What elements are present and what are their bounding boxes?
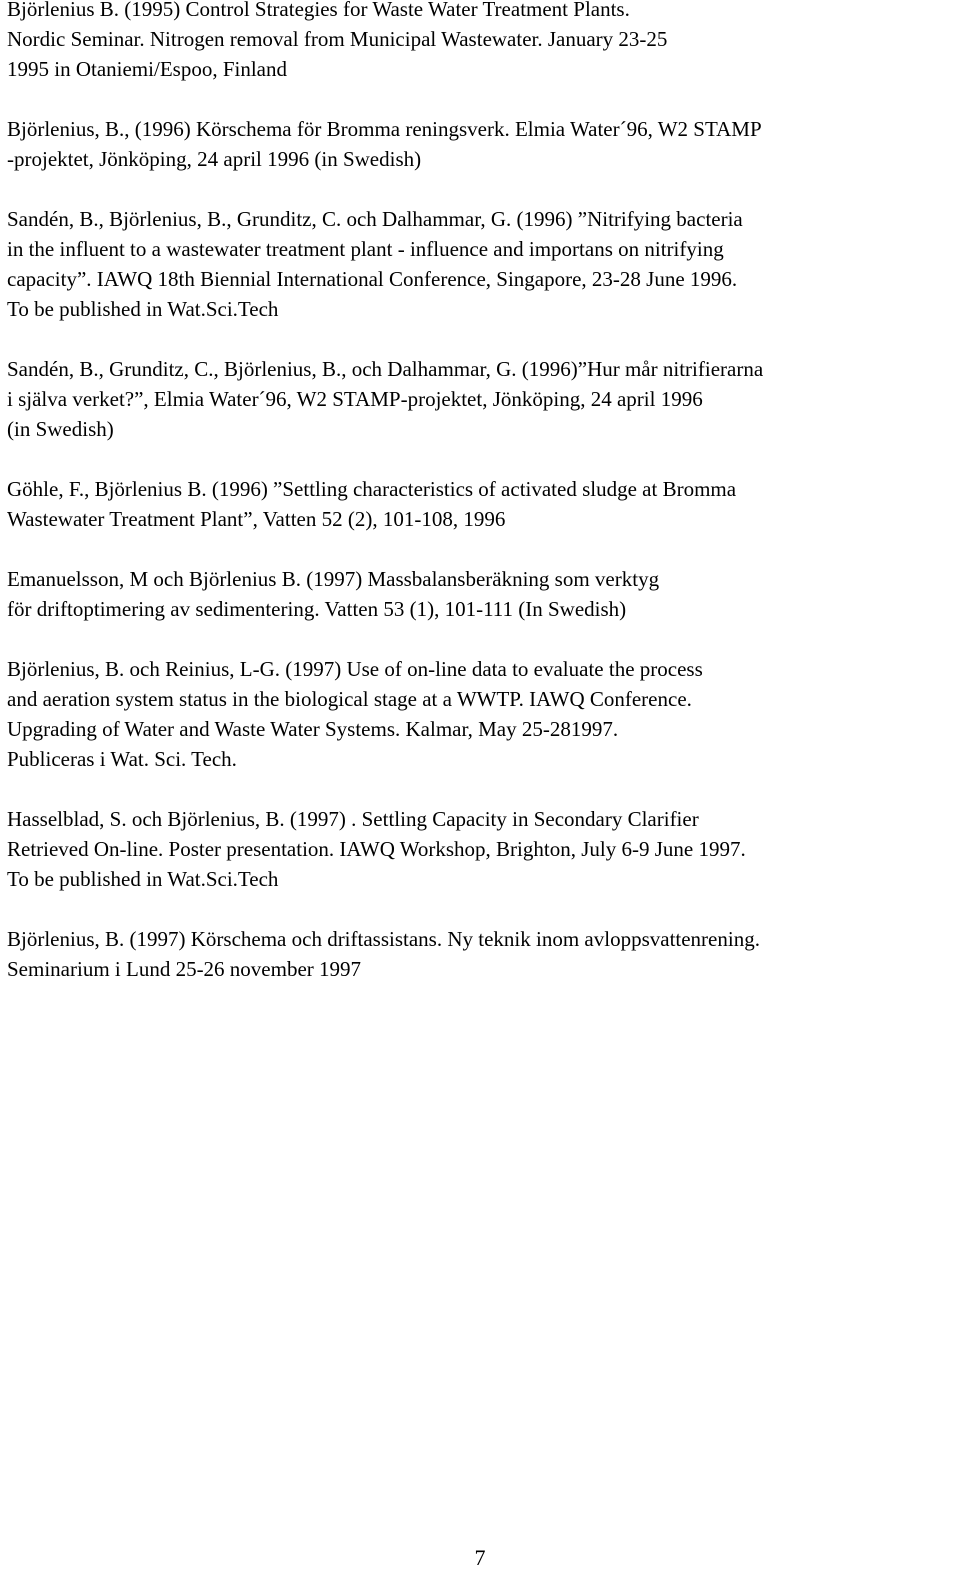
reference-line: (in Swedish): [7, 417, 114, 441]
reference-line: To be published in Wat.Sci.Tech: [7, 297, 279, 321]
page-number: 7: [474, 1545, 486, 1570]
reference-entry: [7, 804, 957, 894]
reference-line: Publiceras i Wat. Sci. Tech.: [7, 747, 237, 771]
reference-entry: [7, 114, 957, 174]
reference-entry: [7, 0, 957, 84]
reference-entry: [7, 924, 957, 984]
reference-line: Retrieved On-line. Poster presentation. IAWQ Workshop, Brighton, July 6-9 June 1997.: [7, 837, 746, 861]
reference-line: Björlenius B. (1995) Control Strategies for Waste Water Treatment Plants.: [7, 0, 630, 21]
reference-line: Björlenius, B., (1996) Körschema för Bromma reningsverk. Elmia Water´96, W2 STAMP: [7, 117, 762, 141]
reference-line: Sandén, B., Grunditz, C., Björlenius, B., och Dalhammar, G. (1996)”Hur mår nitrifierarna: [7, 357, 764, 381]
reference-line: Upgrading of Water and Waste Water Systems. Kalmar, May 25-281997.: [7, 717, 619, 741]
reference-line: Björlenius, B. och Reinius, L-G. (1997) Use of on-line data to evaluate the process: [7, 657, 703, 681]
reference-entry: [7, 354, 957, 444]
reference-line: Björlenius, B. (1997) Körschema och driftassistans. Ny teknik inom avloppsvattenrening.: [7, 927, 760, 951]
reference-line: 1995 in Otaniemi/Espoo, Finland: [7, 57, 287, 81]
reference-line: capacity”. IAWQ 18th Biennial International Conference, Singapore, 23-28 June 1996.: [7, 267, 738, 291]
reference-line: To be published in Wat.Sci.Tech: [7, 867, 279, 891]
reference-line: Seminarium i Lund 25-26 november 1997: [7, 957, 362, 981]
reference-line: Nordic Seminar. Nitrogen removal from Municipal Wastewater. January 23-25: [7, 27, 668, 51]
reference-entry: [7, 474, 957, 534]
reference-line: för driftoptimering av sedimentering. Vatten 53 (1), 101-111 (In Swedish): [7, 597, 627, 621]
reference-line: Wastewater Treatment Plant”, Vatten 52 (2), 101-108, 1996: [7, 507, 506, 531]
reference-line: -projektet, Jönköping, 24 april 1996 (in Swedish): [7, 147, 422, 171]
reference-line: in the influent to a wastewater treatment plant - influence and importans on nitrifying: [7, 237, 724, 261]
reference-line: Göhle, F., Björlenius B. (1996) ”Settling characteristics of activated sludge at Bromma: [7, 477, 737, 501]
reference-entry: [7, 204, 957, 324]
reference-line: Emanuelsson, M och Björlenius B. (1997) Massbalansberäkning som verktyg: [7, 567, 660, 591]
reference-entry: [7, 654, 957, 774]
reference-line: Hasselblad, S. och Björlenius, B. (1997) . Settling Capacity in Secondary Clarifier: [7, 807, 699, 831]
reference-line: and aeration system status in the biological stage at a WWTP. IAWQ Conference.: [7, 687, 692, 711]
reference-entry: [7, 564, 957, 624]
reference-list: [7, 0, 957, 1014]
reference-line: i själva verket?”, Elmia Water´96, W2 STAMP-projektet, Jönköping, 24 april 1996: [7, 387, 703, 411]
reference-line: Sandén, B., Björlenius, B., Grunditz, C. och Dalhammar, G. (1996) ”Nitrifying bacteria: [7, 207, 743, 231]
